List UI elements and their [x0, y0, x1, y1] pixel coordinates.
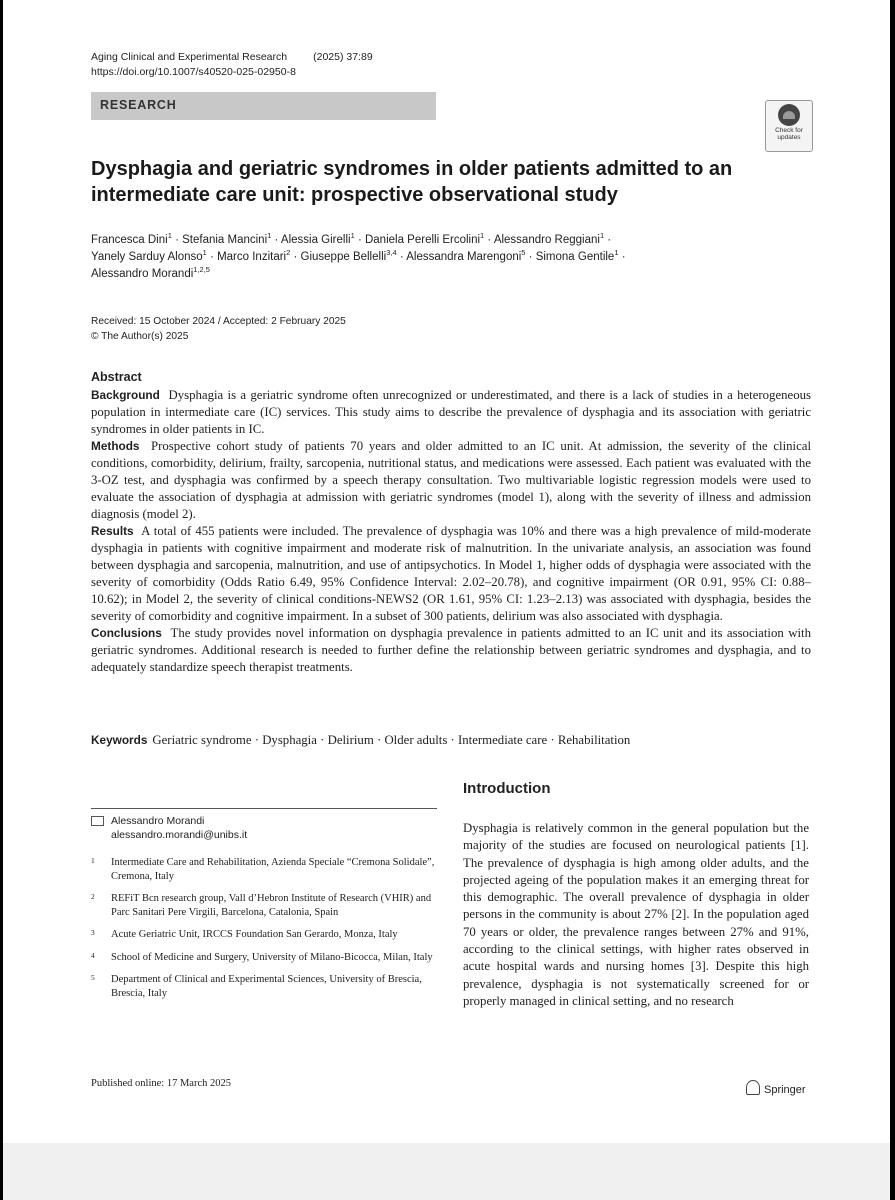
author-affiliation-mark: 3,4: [386, 248, 397, 258]
introduction-text: Dysphagia is relatively common in the general population but the majority of the studies are focused on neurological patients [1]. The prevalence of dysphagia is high among older adults, and the projected ageing of the population makes it an emerging threat for this demographic. The overall prevalence of dysphagia in older persons in the community is about 27% [2]. In the population aged 70 years or older, the prevalence ranges between 27% and 91%, according to the clinical settings, with higher rates observed in acute hospital wards and nursing homes [3]. Despite this high prevalence, dysphagia is not systematically screened for or properly managed in clinical setting, and no research: [463, 821, 809, 1008]
author-affiliation-mark: 1: [267, 231, 272, 241]
abstract-section: [91, 370, 811, 676]
affiliation-item: [91, 892, 441, 919]
article-type-bar: [91, 92, 436, 120]
author-name[interactable]: Alessandro Morandi: [91, 268, 194, 280]
publisher-name: Springer: [764, 1084, 806, 1096]
abstract-background: [91, 387, 811, 438]
author-affiliation-mark: 5: [521, 248, 526, 258]
author-name[interactable]: Alessandro Reggiani: [493, 234, 600, 246]
article-page: [3, 0, 890, 1200]
affiliation-text: REFiT Bcn research group, Vall d’Hebron Institute of Research (VHIR) and Parc Sanitari Pere Virgili, Barcelona, Catalonia, Spain: [111, 893, 432, 918]
journal-name: Aging Clinical and Experimental Research: [91, 51, 288, 63]
author-affiliation-mark: 1: [480, 231, 485, 241]
author-affiliation-mark: 2: [286, 248, 291, 258]
author-name[interactable]: Simona Gentile: [535, 251, 615, 263]
keywords-text: Geriatric syndrome · Dysphagia · Delirium · Older adults · Intermediate care · Rehabilitation: [152, 733, 631, 747]
affiliations: [91, 856, 441, 1009]
journal-citation: (2025) 37:89: [313, 51, 373, 63]
conclusions-label: Conclusions: [91, 626, 162, 640]
article-type-label: RESEARCH: [100, 98, 177, 112]
conclusions-text: The study provides novel information on dysphagia prevalence in patients admitted to an IC unit and its association with geriatric syndromes. Additional research is needed to further define the relationship between geriatric syndromes and dysphagia, and to adequately standardize speech therapist treatments.: [91, 626, 811, 674]
keywords: [91, 732, 811, 749]
envelope-icon: [91, 816, 104, 826]
affiliation-text: Acute Geriatric Unit, IRCCS Foundation San Gerardo, Monza, Italy: [111, 929, 398, 940]
doi-link[interactable]: https://doi.org/10.1007/s40520-025-02950-8: [91, 66, 296, 78]
author-name[interactable]: Alessia Girelli: [280, 234, 351, 246]
abstract-results: [91, 523, 811, 625]
copyright: © The Author(s) 2025: [91, 331, 189, 342]
abstract-methods: [91, 438, 811, 523]
affiliation-number: 1: [91, 856, 95, 865]
springer-horse-icon: [746, 1080, 760, 1095]
methods-label: Methods: [91, 439, 140, 453]
results-text: A total of 455 patients were included. The prevalence of dysphagia was 10% and there was a high prevalence of mild-moderate dysphagia in patients with cognitive impairment and moderate risk of malnutrition. In the univariate analysis, an association was found between dysphagia and sarcopenia, malnutrition, and use of antipsychotics. In Model 1, higher odds of dysphagia were associated with the severity of comorbidity (Odds Ratio 6.49, 95% Confidence Interval: 2.02–20.78), and cognitive impairment (OR 0.91, 95% CI: 0.88–10.62); in Model 2, the severity of clinical conditions-NEWS2 (OR 1.61, 95% CI: 1.23–2.13) was associated with dysphagia, besides the severity of comorbidity and cognitive impairment. In a subset of 300 patients, delirium was also associated with dysphagia.: [91, 524, 811, 623]
author-name[interactable]: Alessandra Marengoni: [406, 251, 522, 263]
author-list: Francesca Dini$^1$ · Stefania Mancini$^1$ · Alessia Girelli$^1$ · Daniela Perelli Ercolini$^1$ · Alessandro Reggiani$^1$ · Yanely Sarduy Alonso$^1$ · Marco Inzitari$^2$ · Giuseppe Bellelli$^{3,4}$ · Alessandra Marengoni$^5$ · Simona Gentile$^1$ · Alessandro Morandi$^{1,2,5}$: [91, 231, 626, 280]
affiliation-item: [91, 856, 441, 883]
correspondence: [91, 814, 441, 842]
journal-header: [91, 50, 373, 80]
author-affiliation-mark: 1: [614, 248, 619, 258]
article-title: Dysphagia and geriatric syndromes in older patients admitted to an intermediate care unit: prospective observational study: [91, 158, 733, 206]
author-name[interactable]: Marco Inzitari: [217, 251, 287, 263]
author-name[interactable]: Stefania Mancini: [182, 234, 268, 246]
introduction-heading: Introduction: [463, 780, 551, 797]
abstract-conclusions: [91, 625, 811, 676]
background-text: Dysphagia is a geriatric syndrome often unrecognized or underestimated, and there is a lack of studies in a heterogeneous population in intermediate care (IC) services. This study aims to describe the prevalence of dysphagia and its association with geriatric syndromes in older patients in IC.: [91, 388, 811, 436]
author-name[interactable]: Yanely Sarduy Alonso: [91, 251, 203, 263]
article-dates: [91, 314, 346, 344]
footnote-divider: [91, 808, 437, 809]
abstract-heading: Abstract: [91, 370, 142, 384]
page-bottom-area: [3, 1143, 890, 1200]
author-affiliation-mark: 1: [350, 231, 355, 241]
background-label: Background: [91, 388, 160, 402]
affiliation-item: [91, 928, 441, 942]
received-accepted: Received: 15 October 2024 / Accepted: 2 February 2025: [91, 316, 346, 327]
published-online: Published online: 17 March 2025: [91, 1078, 231, 1089]
corresponding-email[interactable]: alessandro.morandi@unibs.it: [111, 829, 248, 841]
check-updates-line1: Check for: [775, 127, 803, 134]
corresponding-author: Alessandro Morandi: [111, 815, 205, 827]
methods-text: Prospective cohort study of patients 70 years and older admitted to an IC unit. At admission, the severity of the clinical conditions, comorbidity, delirium, frailty, sarcopenia, nutritional status, and medications were assessed. Each patient was evaluated with the 3-OZ test, and dysphagia was confirmed by a speech therapy consultation. Two multivariable logistic regression models were used to evaluate the association of dysphagia at admission with geriatric syndromes (model 1), along with the severity of illness and admission diagnosis (model 2).: [91, 439, 812, 521]
keywords-label: Keywords: [91, 733, 148, 747]
check-for-updates-badge[interactable]: [765, 100, 813, 152]
publisher-logo: [746, 1080, 806, 1096]
author-affiliation-mark: 1: [599, 231, 605, 241]
author-name[interactable]: Giuseppe Bellelli: [300, 251, 387, 263]
affiliation-item: [91, 951, 441, 965]
author-affiliation-mark: 1: [202, 248, 207, 258]
author-name[interactable]: Daniela Perelli Ercolini: [364, 234, 481, 246]
affiliation-number: 2: [91, 892, 95, 901]
affiliation-text: School of Medicine and Surgery, University of Milano-Bicocca, Milan, Italy: [111, 951, 433, 963]
author-affiliation-mark: 1,2,5: [193, 265, 210, 275]
affiliation-number: 5: [91, 973, 95, 982]
affiliation-text: Department of Clinical and Experimental Sciences, University of Brescia, Brescia, Italy: [111, 974, 422, 999]
results-label: Results: [91, 524, 134, 538]
affiliation-number: 3: [91, 928, 95, 937]
affiliation-text: Intermediate Care and Rehabilitation, Azienda Speciale “Cremona Solidale”, Cremona, Italy: [111, 857, 435, 882]
author-name[interactable]: Francesca Dini: [91, 234, 168, 246]
affiliation-item: [91, 973, 441, 1000]
check-updates-line2: updates: [777, 134, 801, 141]
crossmark-icon: [778, 104, 800, 126]
affiliation-number: 4: [91, 950, 95, 960]
author-affiliation-mark: 1: [167, 231, 172, 241]
